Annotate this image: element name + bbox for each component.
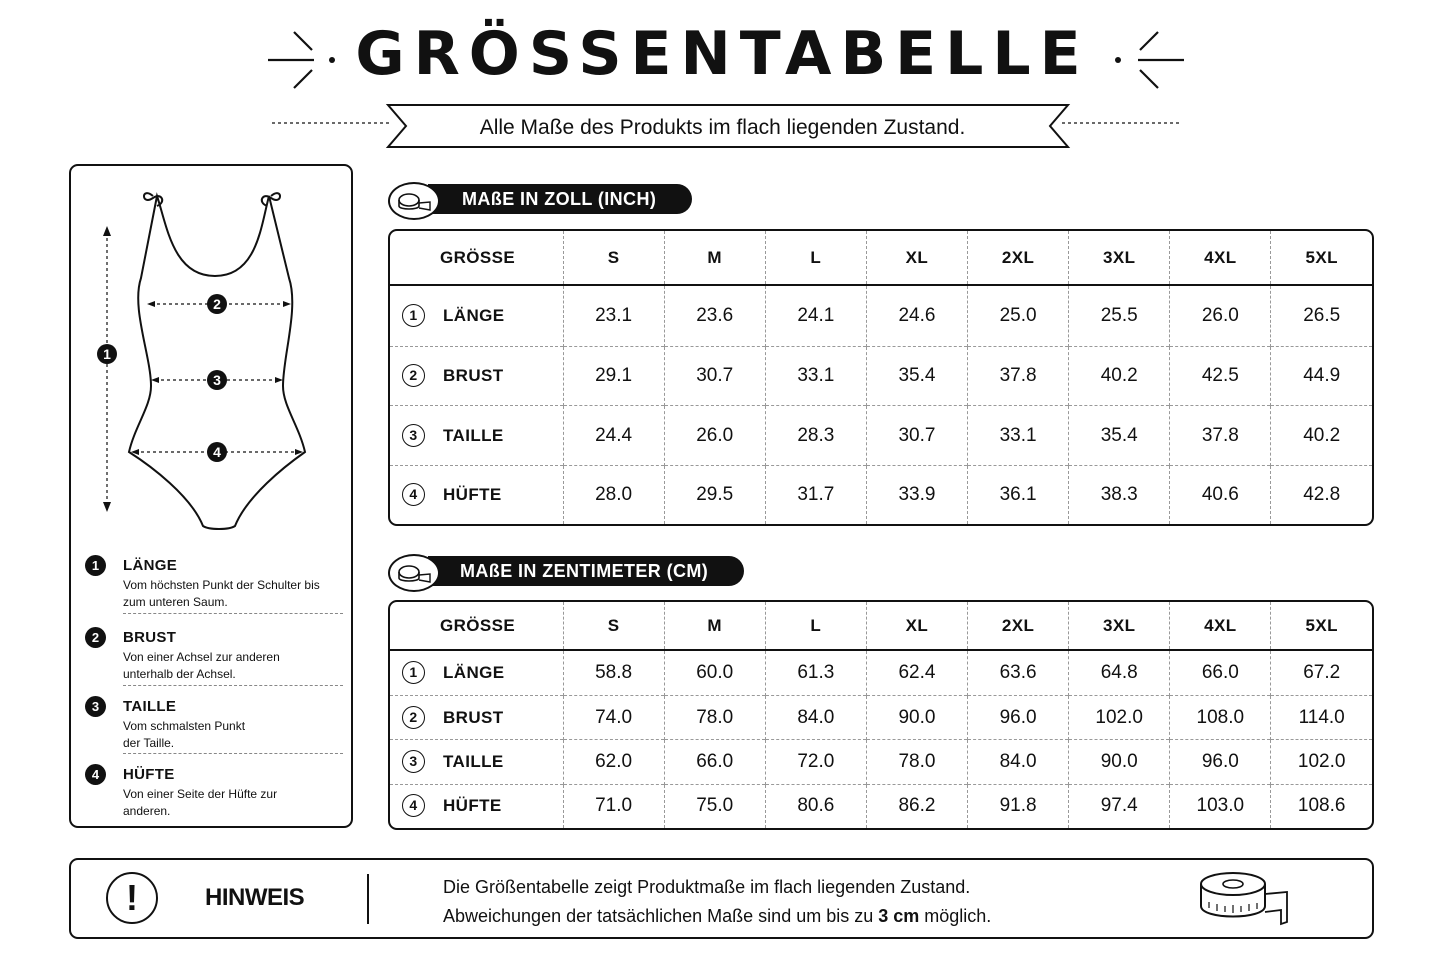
legend-number: 1: [85, 555, 106, 576]
column-header-size: L: [765, 602, 866, 650]
table-cell: 114.0: [1271, 695, 1372, 740]
table-row: [390, 466, 1372, 524]
note-line-2: Abweichungen der tatsächlichen Maße sind um bis zu 3 cm möglich.: [443, 906, 992, 926]
column-header-size: 5XL: [1271, 231, 1372, 285]
table-cell: 33.9: [866, 466, 967, 524]
row-label: HÜFTE: [443, 796, 502, 816]
note-box: [69, 858, 1374, 939]
table-cell: 62.0: [563, 740, 664, 785]
table-row: [390, 784, 1372, 828]
inch-section-title: MAßE IN ZOLL (INCH): [428, 184, 692, 214]
table-cell: 25.5: [1069, 285, 1170, 346]
table-cell: 66.0: [664, 740, 765, 785]
table-cell: 31.7: [765, 466, 866, 524]
table-cell: 30.7: [664, 346, 765, 406]
row-label: LÄNGE: [443, 662, 505, 682]
row-label: TAILLE: [443, 752, 504, 772]
column-header-size: S: [563, 231, 664, 285]
row-number: 1: [402, 661, 425, 684]
table-cell: 28.3: [765, 406, 866, 466]
column-header-size: 2XL: [968, 231, 1069, 285]
page-subtitle: Alle Maße des Produkts im flach liegenden Zustand.: [479, 116, 966, 139]
measurement-guide-panel: [69, 164, 353, 828]
table-cell: 23.6: [664, 285, 765, 346]
table-cell: 33.1: [765, 346, 866, 406]
cm-section-header: [388, 554, 748, 594]
column-header-size: XL: [866, 602, 967, 650]
table-cell: 66.0: [1170, 650, 1271, 695]
table-cell: 96.0: [968, 695, 1069, 740]
column-header-groesse: GRÖSSE: [390, 602, 563, 650]
column-header-size: 3XL: [1069, 231, 1170, 285]
legend-title: HÜFTE: [123, 766, 175, 783]
legend-title: LÄNGE: [123, 557, 177, 574]
legend-number: 4: [85, 764, 106, 785]
legend-title: BRUST: [123, 629, 177, 646]
table-cell: 33.1: [968, 406, 1069, 466]
table-row: [390, 740, 1372, 785]
table-cell: 108.6: [1271, 784, 1372, 828]
note-line-1: Die Größentabelle zeigt Produktmaße im flach liegenden Zustand.: [443, 877, 971, 897]
table-cell: 38.3: [1069, 466, 1170, 524]
row-number: 2: [402, 364, 425, 387]
table-cell: 42.8: [1271, 466, 1372, 524]
marker-3: 3: [213, 372, 221, 388]
table-cell: 90.0: [866, 695, 967, 740]
table-cell: 102.0: [1271, 740, 1372, 785]
table-cell: 26.0: [664, 406, 765, 466]
table-cell: 64.8: [1069, 650, 1170, 695]
table-cell: 60.0: [664, 650, 765, 695]
legend-description: Von einer Achsel zur anderen unterhalb der Achsel.: [123, 650, 280, 681]
legend-description: Vom höchsten Punkt der Schulter bis zum unteren Saum.: [123, 578, 320, 609]
row-number: 4: [402, 483, 425, 506]
table-row: [390, 695, 1372, 740]
marker-4: 4: [213, 444, 221, 460]
measuring-tape-icon: [1197, 870, 1293, 930]
table-cell: 24.6: [866, 285, 967, 346]
table-cell: 24.1: [765, 285, 866, 346]
table-cell: 29.1: [563, 346, 664, 406]
table-cell: 40.6: [1170, 466, 1271, 524]
table-row: [390, 346, 1372, 406]
row-number: 4: [402, 794, 425, 817]
table-cell: 44.9: [1271, 346, 1372, 406]
row-number: 3: [402, 750, 425, 773]
table-cell: 40.2: [1271, 406, 1372, 466]
table-cell: 84.0: [765, 695, 866, 740]
column-header-size: M: [664, 602, 765, 650]
inch-section-header: [388, 182, 698, 222]
page-title: GRÖSSENTABELLE: [355, 19, 1090, 89]
legend-divider: [123, 685, 343, 686]
row-label: TAILLE: [443, 425, 504, 445]
table-cell: 78.0: [866, 740, 967, 785]
measuring-tape-icon: [388, 554, 440, 592]
legend-title: TAILLE: [123, 698, 177, 715]
table-row: [390, 406, 1372, 466]
cm-section-title: MAßE IN ZENTIMETER (CM): [428, 556, 744, 586]
table-row: [390, 650, 1372, 695]
row-label: BRUST: [443, 365, 504, 385]
column-header-size: M: [664, 231, 765, 285]
table-cell: 58.8: [563, 650, 664, 695]
marker-2: 2: [213, 296, 221, 312]
table-cell: 30.7: [866, 406, 967, 466]
table-cell: 24.4: [563, 406, 664, 466]
row-label: LÄNGE: [443, 305, 505, 325]
column-header-size: 5XL: [1271, 602, 1372, 650]
column-header-size: S: [563, 602, 664, 650]
legend-description: Von einer Seite der Hüfte zur anderen.: [123, 787, 278, 818]
note-title: HINWEIS: [205, 884, 305, 911]
column-header-size: 2XL: [968, 602, 1069, 650]
table-cell: 84.0: [968, 740, 1069, 785]
swimsuit-diagram: [71, 166, 355, 546]
table-cell: 90.0: [1069, 740, 1170, 785]
table-cell: 108.0: [1170, 695, 1271, 740]
legend-number: 3: [85, 696, 106, 717]
table-cell: 74.0: [563, 695, 664, 740]
table-cell: 36.1: [968, 466, 1069, 524]
table-cell: 28.0: [563, 466, 664, 524]
row-number: 1: [402, 304, 425, 327]
note-text: [443, 873, 991, 931]
table-cell: 35.4: [866, 346, 967, 406]
table-cell: 97.4: [1069, 784, 1170, 828]
table-cell: 96.0: [1170, 740, 1271, 785]
column-header-size: 4XL: [1170, 602, 1271, 650]
table-cell: 42.5: [1170, 346, 1271, 406]
legend-divider: [123, 753, 343, 754]
table-cell: 61.3: [765, 650, 866, 695]
row-label: HÜFTE: [443, 485, 502, 505]
table-row: [390, 285, 1372, 346]
table-cell: 23.1: [563, 285, 664, 346]
table-cell: 63.6: [968, 650, 1069, 695]
table-cell: 40.2: [1069, 346, 1170, 406]
table-cell: 26.5: [1271, 285, 1372, 346]
table-cell: 62.4: [866, 650, 967, 695]
marker-1: 1: [103, 346, 111, 362]
note-divider: [367, 874, 369, 924]
legend-description: Vom schmalsten Punkt der Taille.: [123, 719, 246, 750]
row-number: 3: [402, 424, 425, 447]
row-number: 2: [402, 706, 425, 729]
column-header-size: XL: [866, 231, 967, 285]
column-header-groesse: GRÖSSE: [390, 231, 563, 285]
table-cell: 102.0: [1069, 695, 1170, 740]
inch-size-table: [388, 229, 1374, 526]
table-cell: 37.8: [968, 346, 1069, 406]
column-header-size: 3XL: [1069, 602, 1170, 650]
exclamation-icon: !: [106, 872, 158, 924]
table-cell: 25.0: [968, 285, 1069, 346]
table-cell: 103.0: [1170, 784, 1271, 828]
table-cell: 29.5: [664, 466, 765, 524]
table-cell: 72.0: [765, 740, 866, 785]
row-label: BRUST: [443, 707, 504, 727]
table-cell: 75.0: [664, 784, 765, 828]
legend-divider: [123, 613, 343, 614]
measuring-tape-icon: [388, 182, 440, 220]
cm-size-table: [388, 600, 1374, 830]
table-cell: 67.2: [1271, 650, 1372, 695]
table-cell: 26.0: [1170, 285, 1271, 346]
column-header-size: L: [765, 231, 866, 285]
table-cell: 35.4: [1069, 406, 1170, 466]
table-cell: 71.0: [563, 784, 664, 828]
table-cell: 86.2: [866, 784, 967, 828]
table-cell: 91.8: [968, 784, 1069, 828]
table-cell: 37.8: [1170, 406, 1271, 466]
column-header-size: 4XL: [1170, 231, 1271, 285]
table-cell: 80.6: [765, 784, 866, 828]
legend-number: 2: [85, 627, 106, 648]
table-cell: 78.0: [664, 695, 765, 740]
